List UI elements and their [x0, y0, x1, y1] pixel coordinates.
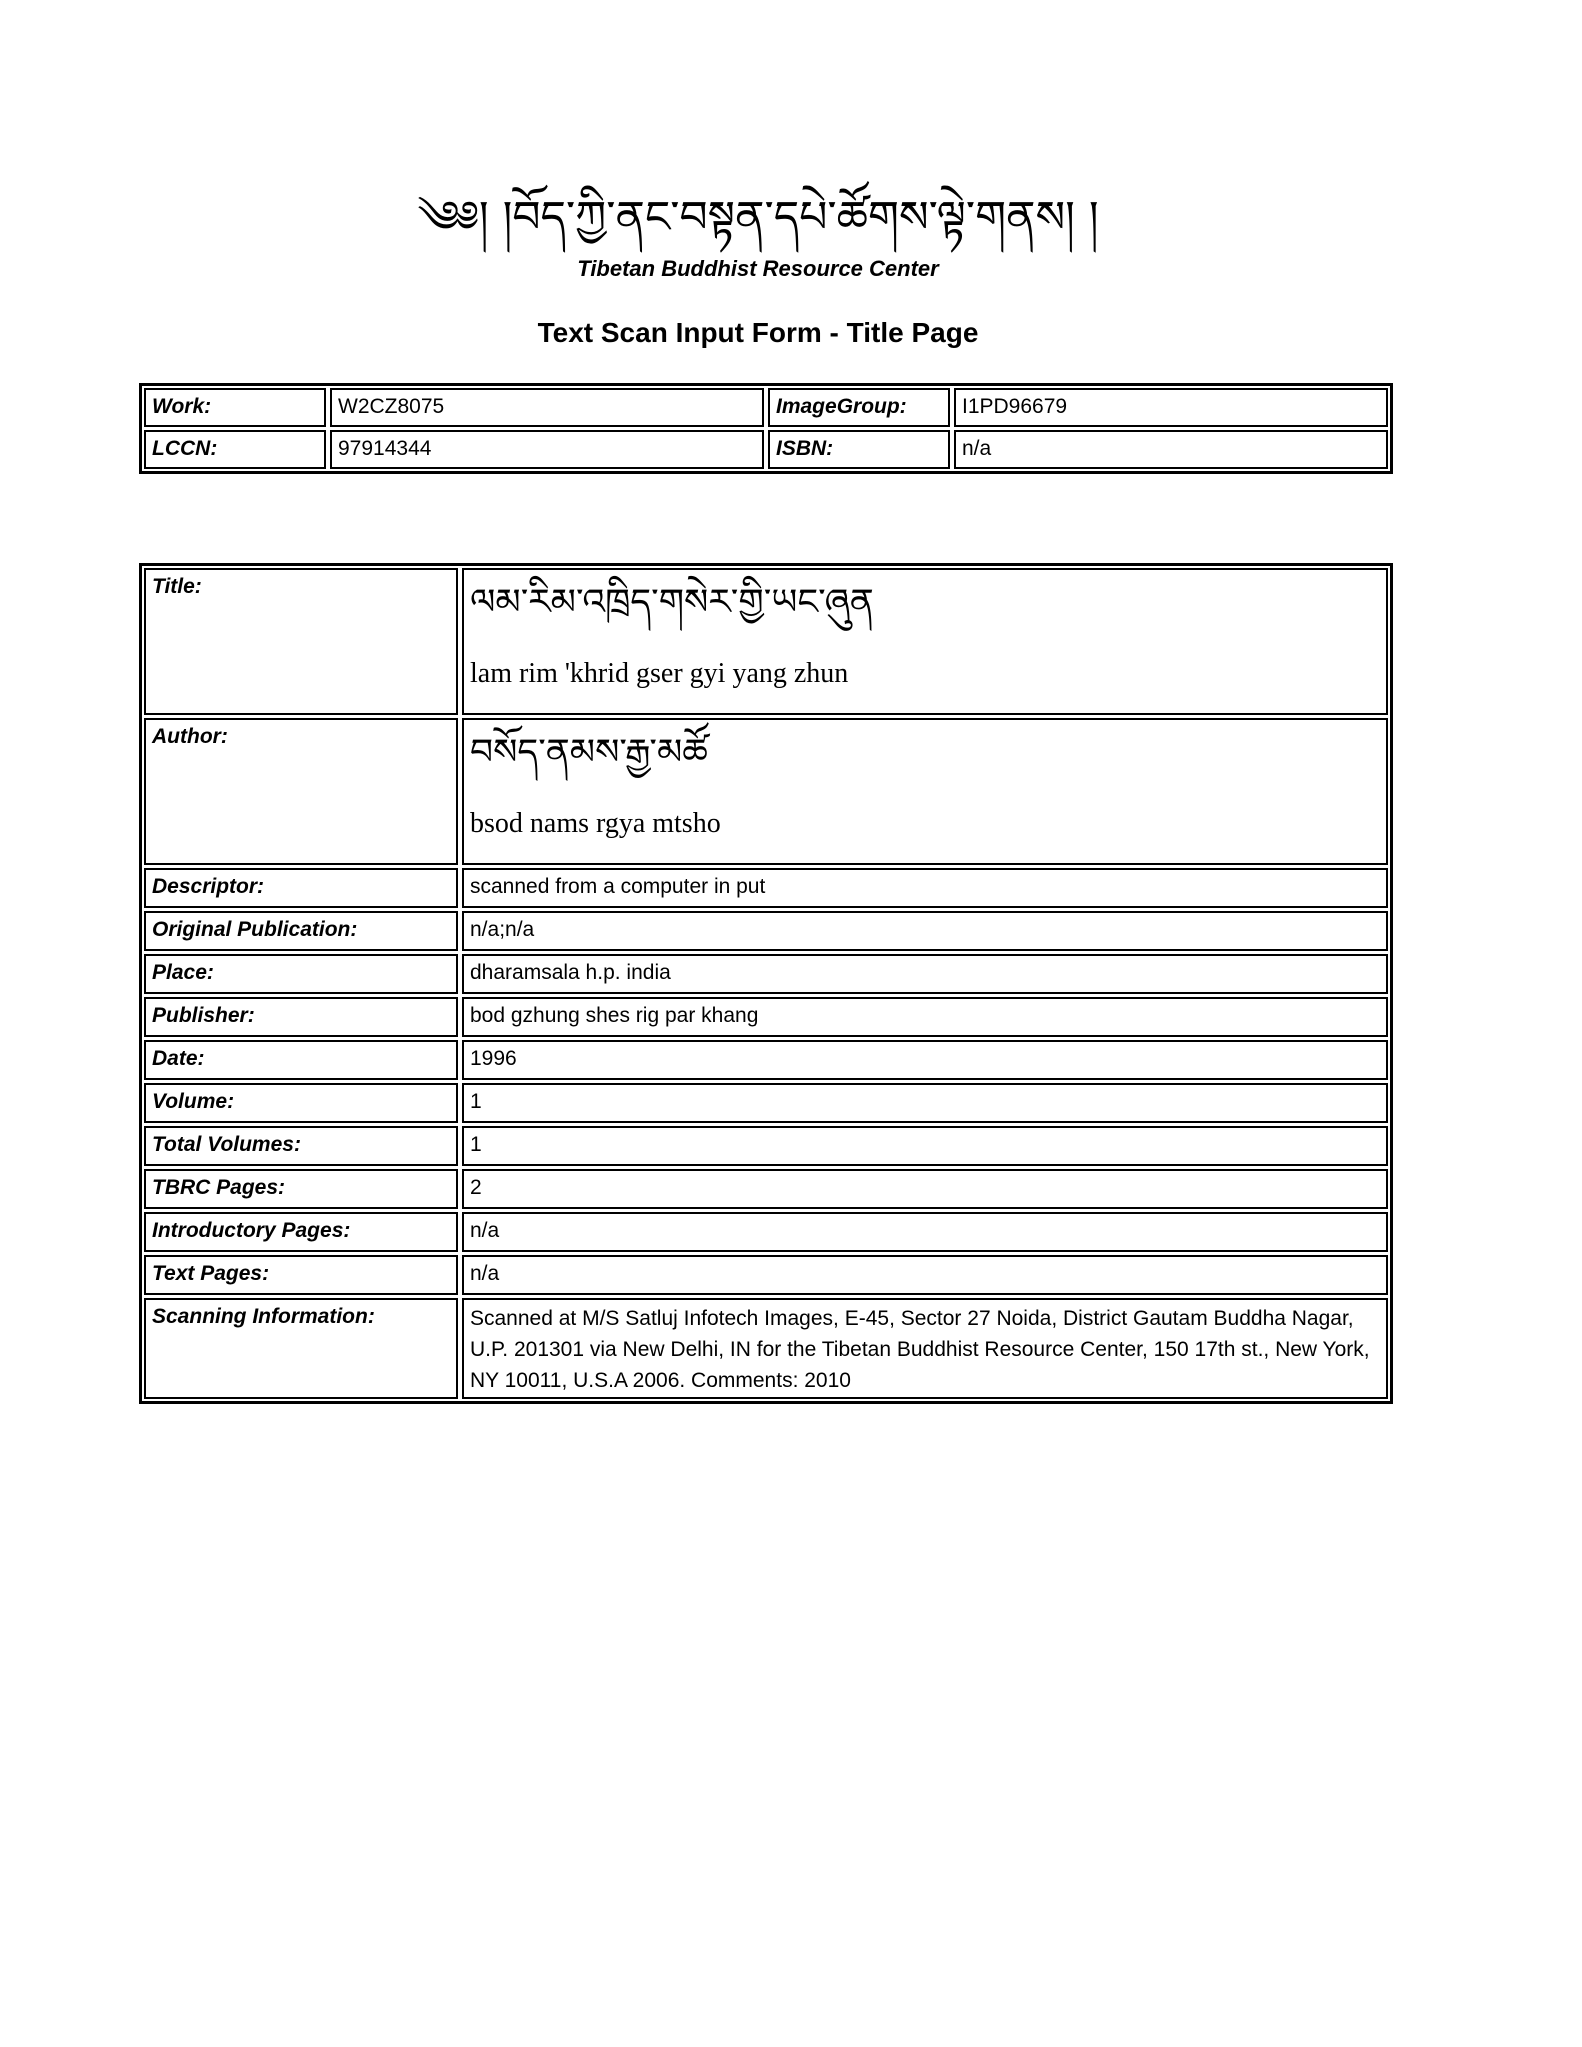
isbn-value: n/a [954, 430, 1388, 469]
row-label: Publisher: [144, 997, 458, 1037]
work-label: Work: [144, 388, 326, 427]
title-wylie: lam rim 'khrid gser gyi yang zhun [470, 658, 849, 689]
scanning-value: Scanned at M/S Satluj Infotech Images, E-45, Sector 27 Noida, District Gautam Buddha Nagar, U.P. 201301 via New Delhi, IN for the Tibetan Buddhist Resource Center, 150 17th st., New York, NY 10011, U.S.A 2006. Comments: 2010 [462, 1298, 1388, 1399]
metadata-row [144, 1040, 1388, 1080]
metadata-row [144, 954, 1388, 994]
row-value: n/a;n/a [462, 911, 1388, 951]
scanning-row [144, 1298, 1388, 1399]
metadata-row [144, 1169, 1388, 1209]
author-wylie: bsod nams rgya mtsho [470, 808, 721, 839]
metadata-table [139, 563, 1393, 1404]
row-value: 2 [462, 1169, 1388, 1209]
lccn-label: LCCN: [144, 430, 326, 469]
row-label: TBRC Pages: [144, 1169, 458, 1209]
info-row-lccn [144, 430, 1388, 469]
author-value [462, 718, 1388, 865]
work-value: W2CZ8075 [330, 388, 764, 427]
metadata-row [144, 911, 1388, 951]
row-value: scanned from a computer in put [462, 868, 1388, 908]
row-value: n/a [462, 1212, 1388, 1252]
imagegroup-value: I1PD96679 [954, 388, 1388, 427]
metadata-row [144, 1212, 1388, 1252]
metadata-row [144, 1255, 1388, 1295]
title-value [462, 568, 1388, 715]
title-label: Title: [144, 568, 458, 715]
metadata-row [144, 868, 1388, 908]
row-label: Date: [144, 1040, 458, 1080]
title-row [144, 568, 1388, 715]
row-label: Total Volumes: [144, 1126, 458, 1166]
organization-name: Tibetan Buddhist Resource Center [577, 256, 939, 281]
row-label: Volume: [144, 1083, 458, 1123]
isbn-label: ISBN: [768, 430, 950, 469]
row-label: Text Pages: [144, 1255, 458, 1295]
tibetan-header: ༄༅། །བོད་ཀྱི་ནང་བསྟན་དཔེ་ཚོགས་ལྟེ་གནས། ། [417, 192, 1099, 243]
row-label: Place: [144, 954, 458, 994]
info-row-work [144, 388, 1388, 427]
imagegroup-label: ImageGroup: [768, 388, 950, 427]
metadata-row [144, 1126, 1388, 1166]
row-value: 1 [462, 1126, 1388, 1166]
metadata-row [144, 1083, 1388, 1123]
page-title: Text Scan Input Form - Title Page [537, 317, 979, 348]
scanning-label: Scanning Information: [144, 1298, 458, 1399]
row-value: n/a [462, 1255, 1388, 1295]
lccn-value: 97914344 [330, 430, 764, 469]
row-value: dharamsala h.p. india [462, 954, 1388, 994]
identifier-table [139, 383, 1393, 474]
row-value: 1 [462, 1083, 1388, 1123]
row-label: Original Publication: [144, 911, 458, 951]
row-label: Descriptor: [144, 868, 458, 908]
row-label: Introductory Pages: [144, 1212, 458, 1252]
row-value: 1996 [462, 1040, 1388, 1080]
row-value: bod gzhung shes rig par khang [462, 997, 1388, 1037]
author-tibetan: བསོད་ནམས་རྒྱ་མཚོ [470, 732, 708, 773]
author-row [144, 718, 1388, 865]
metadata-row [144, 997, 1388, 1037]
author-label: Author: [144, 718, 458, 865]
title-tibetan: ལམ་རིམ་འཁྲིད་གསེར་གྱི་ཡང་ཞུན [470, 582, 874, 623]
